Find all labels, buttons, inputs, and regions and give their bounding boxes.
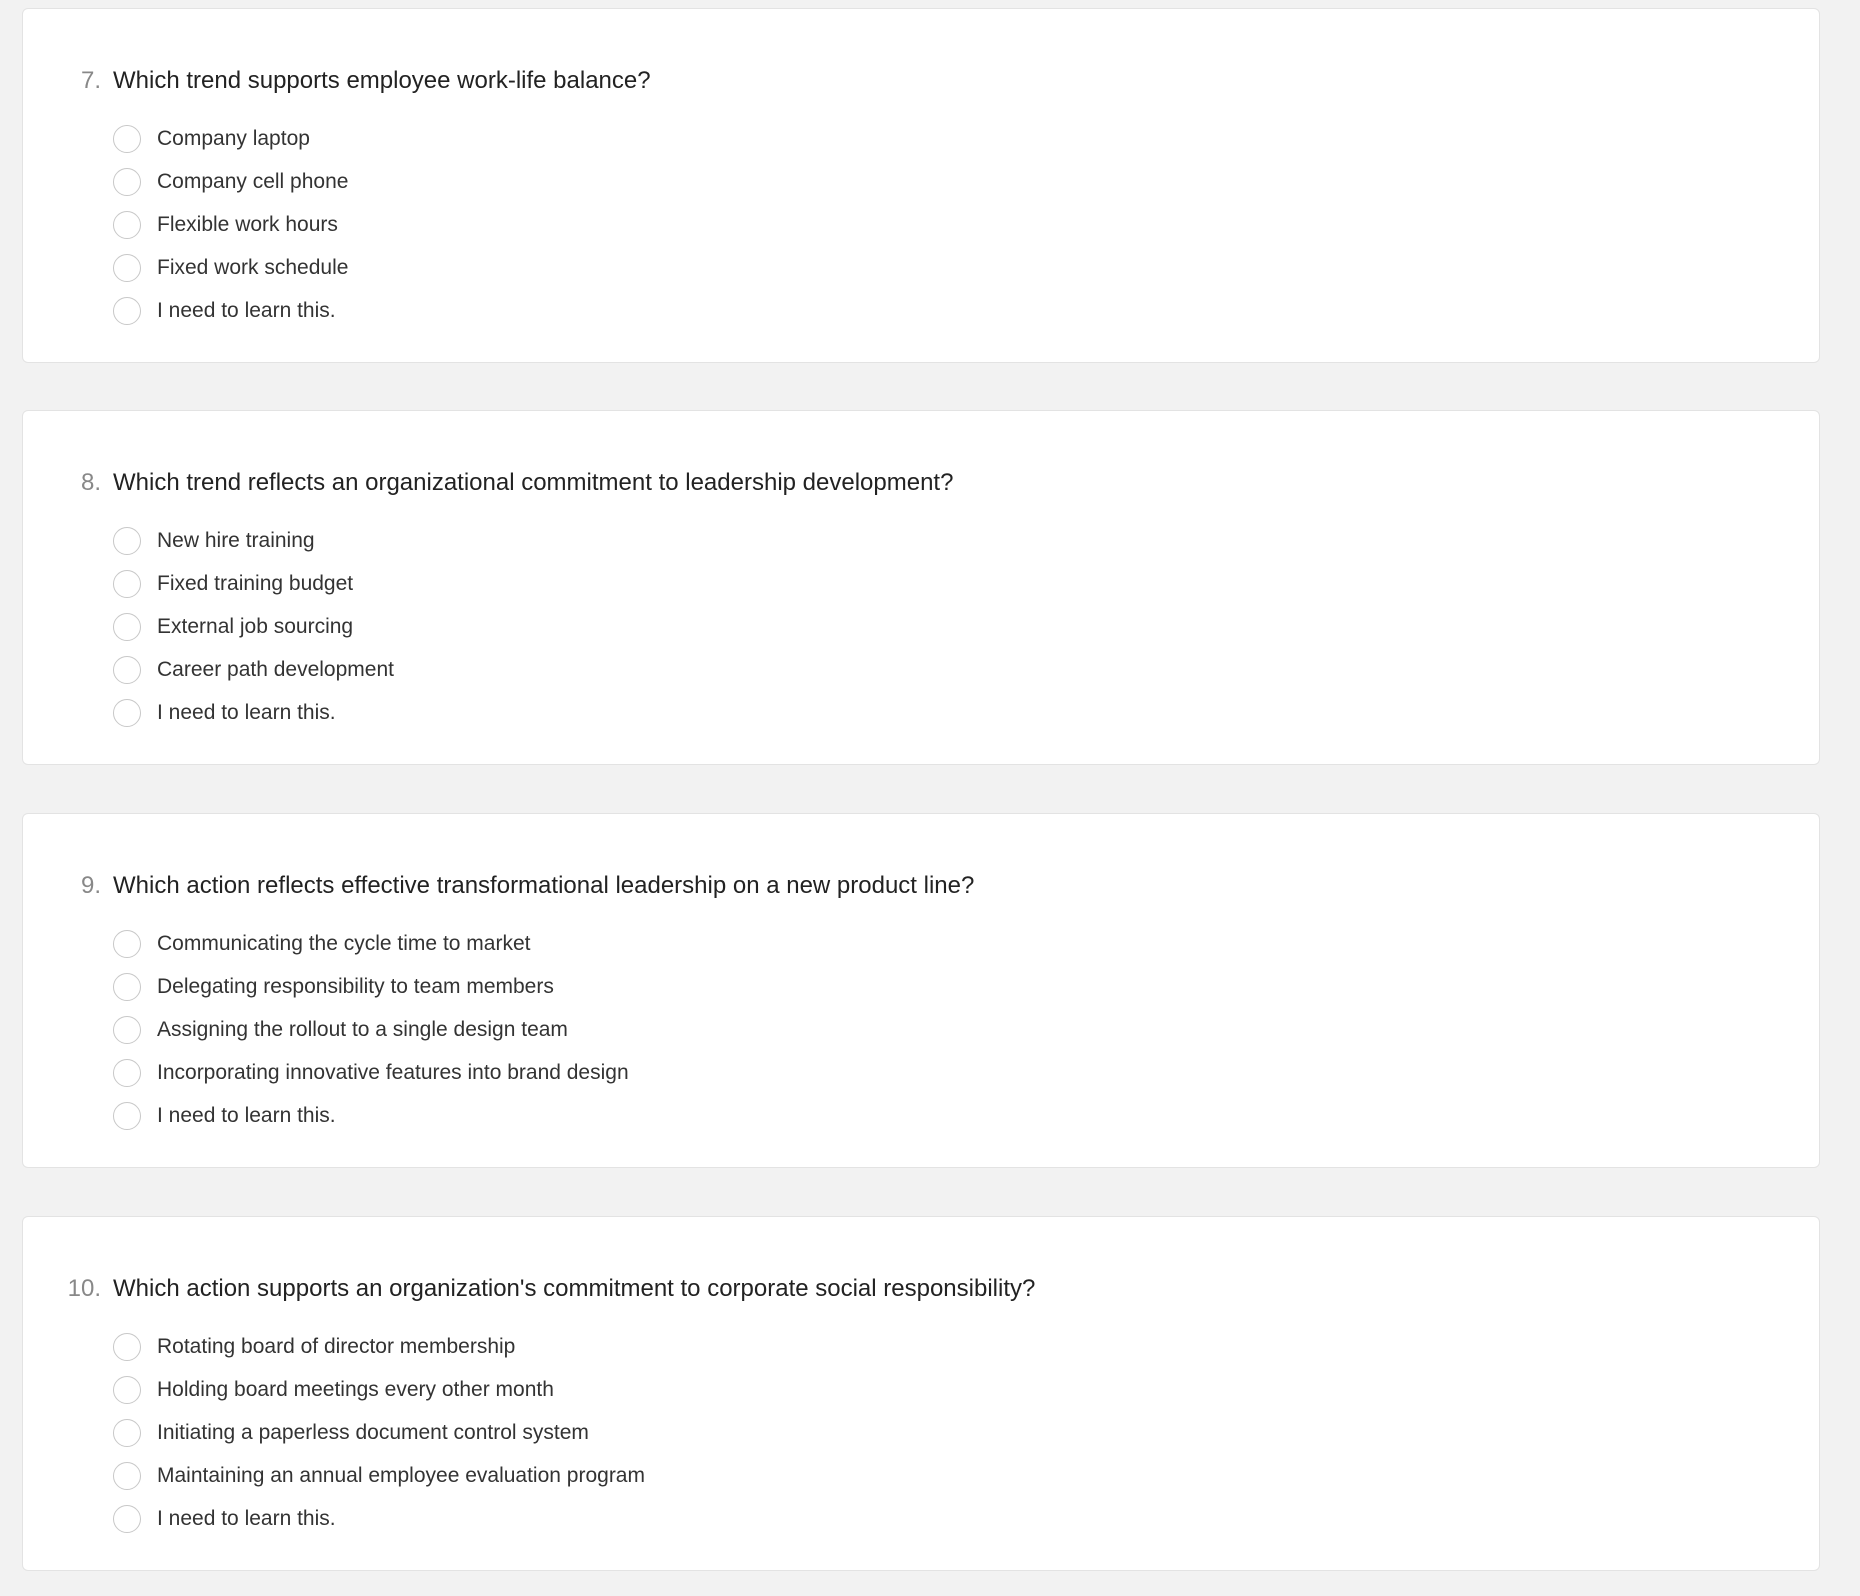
answer-option[interactable] [113, 562, 394, 605]
radio-button[interactable] [113, 1419, 141, 1447]
answer-option[interactable] [113, 1497, 645, 1540]
answer-option-label: Maintaining an annual employee evaluation program [157, 1463, 645, 1487]
radio-button[interactable] [113, 1059, 141, 1087]
radio-button[interactable] [113, 1462, 141, 1490]
radio-button[interactable] [113, 930, 141, 958]
answer-option-label: I need to learn this. [157, 298, 336, 322]
question-card-7 [22, 8, 1820, 363]
answer-option-label: Rotating board of director membership [157, 1334, 516, 1358]
answer-option-label: Assigning the rollout to a single design team [157, 1017, 568, 1041]
question-text: Which action supports an organization's commitment to corporate social responsibility? [113, 1275, 1036, 1302]
answer-option[interactable] [113, 519, 394, 562]
question-text: Which trend reflects an organizational commitment to leadership development? [113, 469, 954, 496]
answer-option-label: Incorporating innovative features into brand design [157, 1060, 629, 1084]
radio-button[interactable] [113, 973, 141, 1001]
radio-button[interactable] [113, 1505, 141, 1533]
answer-option-label: New hire training [157, 528, 315, 552]
question-text: Which trend supports employee work-life balance? [113, 67, 651, 94]
answer-option[interactable] [113, 1411, 645, 1454]
answer-option[interactable] [113, 160, 348, 203]
answer-options [113, 1325, 645, 1540]
answer-option[interactable] [113, 203, 348, 246]
question-header [23, 1269, 1035, 1309]
radio-button[interactable] [113, 656, 141, 684]
answer-option[interactable] [113, 246, 348, 289]
answer-option-label: Flexible work hours [157, 212, 338, 236]
question-card-8 [22, 410, 1820, 765]
radio-button[interactable] [113, 699, 141, 727]
answer-option[interactable] [113, 1008, 629, 1051]
radio-button[interactable] [113, 254, 141, 282]
answer-option-label: Fixed work schedule [157, 255, 349, 279]
answer-option[interactable] [113, 117, 348, 160]
answer-option[interactable] [113, 1094, 629, 1137]
answer-option-label: Initiating a paperless document control system [157, 1420, 589, 1444]
answer-option[interactable] [113, 1325, 645, 1368]
answer-option-label: Delegating responsibility to team members [157, 974, 554, 998]
answer-options [113, 922, 629, 1137]
answer-option-label: External job sourcing [157, 614, 354, 638]
question-header [23, 61, 651, 101]
answer-option[interactable] [113, 648, 394, 691]
answer-option-label: Company cell phone [157, 169, 349, 193]
answer-option-label: Holding board meetings every other month [157, 1377, 554, 1401]
answer-option-label: Fixed training budget [157, 571, 354, 595]
question-number: 7. [80, 67, 101, 94]
answer-options [113, 519, 394, 734]
radio-button[interactable] [113, 297, 141, 325]
answer-options [113, 117, 348, 332]
question-number: 9. [80, 872, 101, 899]
question-header [23, 866, 974, 906]
answer-option-label: I need to learn this. [157, 1506, 336, 1530]
answer-option[interactable] [113, 922, 629, 965]
question-text: Which action reflects effective transformational leadership on a new product line? [113, 872, 975, 899]
question-number: 8. [80, 469, 101, 496]
radio-button[interactable] [113, 125, 141, 153]
radio-button[interactable] [113, 211, 141, 239]
answer-option-label: Communicating the cycle time to market [157, 931, 531, 955]
radio-button[interactable] [113, 1376, 141, 1404]
answer-option[interactable] [113, 1368, 645, 1411]
answer-option[interactable] [113, 1454, 645, 1497]
answer-option-label: I need to learn this. [157, 1103, 336, 1127]
radio-button[interactable] [113, 1102, 141, 1130]
radio-button[interactable] [113, 570, 141, 598]
answer-option[interactable] [113, 965, 629, 1008]
radio-button[interactable] [113, 1016, 141, 1044]
radio-button[interactable] [113, 527, 141, 555]
question-number: 10. [67, 1275, 101, 1302]
question-header [23, 463, 953, 503]
answer-option-label: Company laptop [157, 126, 310, 150]
radio-button[interactable] [113, 1333, 141, 1361]
answer-option[interactable] [113, 1051, 629, 1094]
question-card-9 [22, 813, 1820, 1168]
answer-option-label: I need to learn this. [157, 700, 336, 724]
answer-option[interactable] [113, 691, 394, 734]
radio-button[interactable] [113, 168, 141, 196]
answer-option[interactable] [113, 289, 348, 332]
question-card-10 [22, 1216, 1820, 1571]
answer-option[interactable] [113, 605, 394, 648]
radio-button[interactable] [113, 613, 141, 641]
answer-option-label: Career path development [157, 657, 394, 681]
